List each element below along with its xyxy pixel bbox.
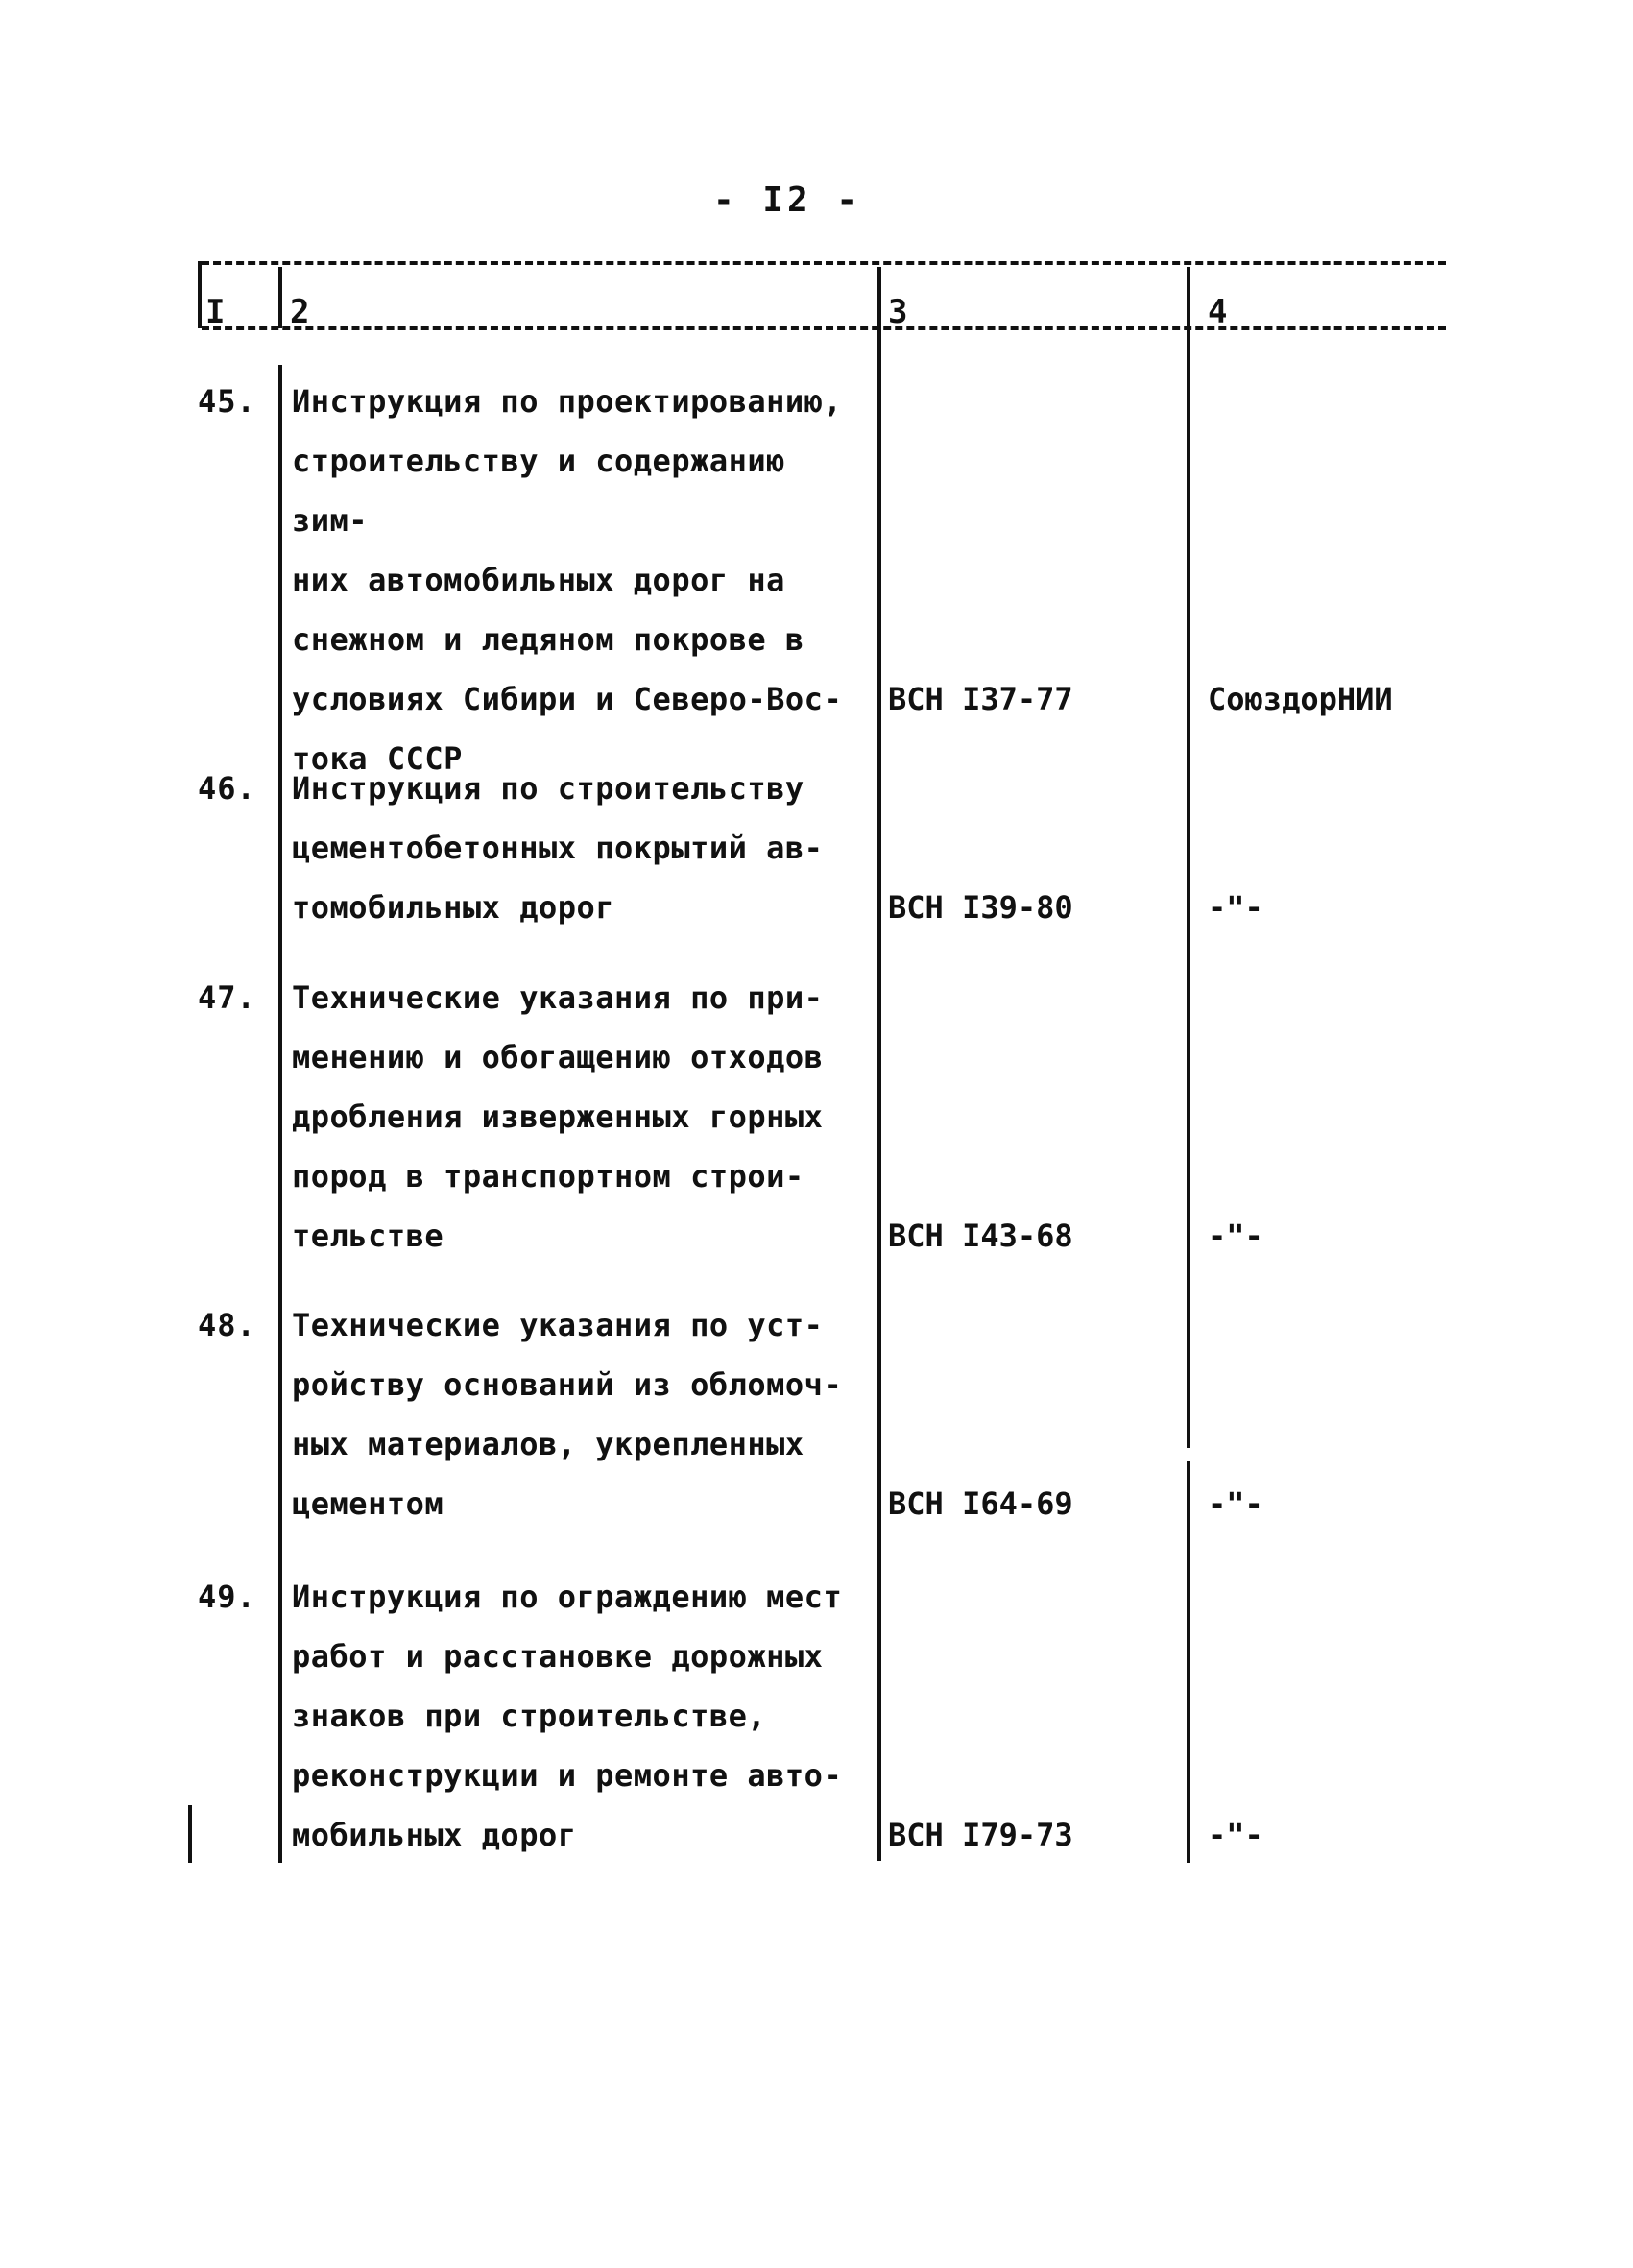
row-code: ВСН I64-69 (888, 1485, 1073, 1522)
row-code: ВСН I79-73 (888, 1817, 1073, 1853)
page-number: - I2 - (712, 181, 862, 220)
table-header-underline (202, 326, 1446, 330)
table-left-rule-bottom (188, 1805, 192, 1863)
header-col1: I (205, 293, 226, 331)
row-organization: СоюздорНИИ (1208, 681, 1393, 717)
col4-left-rule (1187, 267, 1190, 1448)
row-number: 49. (198, 1579, 256, 1615)
row-title: Инструкция по ограждению мест работ и расстановке дорожных знаков при строительстве, реконструкции и ремонте авто- мобильных дорог (292, 1579, 843, 1853)
col1-header-tick (198, 261, 202, 328)
col2-left-rule (278, 365, 282, 1863)
row-code: ВСН I43-68 (888, 1218, 1073, 1254)
col2-header-tick (278, 267, 282, 328)
row-title: Технические указания по уст- ройству оснований из обломоч- ных материалов, укрепленных цементом (292, 1307, 843, 1522)
row-title: Инструкция по строительству цементобетонных покрытий ав- томобильных дорог (292, 770, 824, 926)
row-title: Технические указания по при- менению и обогащению отходов дробления изверженных горных пород в транспортном строи- тельстве (292, 979, 824, 1254)
row-number: 46. (198, 770, 256, 807)
row-code: ВСН I39-80 (888, 889, 1073, 926)
header-col4: 4 (1208, 293, 1228, 331)
table-top-border (202, 261, 1446, 265)
row-code: ВСН I37-77 (888, 681, 1073, 717)
col4-left-rule-lower (1187, 1461, 1190, 1863)
row-organization: -"- (1208, 889, 1263, 926)
header-col3: 3 (888, 293, 908, 331)
row-title: Инструкция по проектированию, строительству и содержанию зим- них автомобильных дорог на снежном и ледяном покрове в условиях Сибири и Северо-Вос- тока СССР (292, 383, 843, 777)
row-number: 48. (198, 1307, 256, 1343)
row-organization: -"- (1208, 1218, 1263, 1254)
row-number: 47. (198, 979, 256, 1016)
col3-left-rule (877, 267, 881, 1861)
row-organization: -"- (1208, 1817, 1263, 1853)
row-organization: -"- (1208, 1485, 1263, 1522)
header-col2: 2 (290, 293, 310, 331)
row-number: 45. (198, 383, 256, 420)
